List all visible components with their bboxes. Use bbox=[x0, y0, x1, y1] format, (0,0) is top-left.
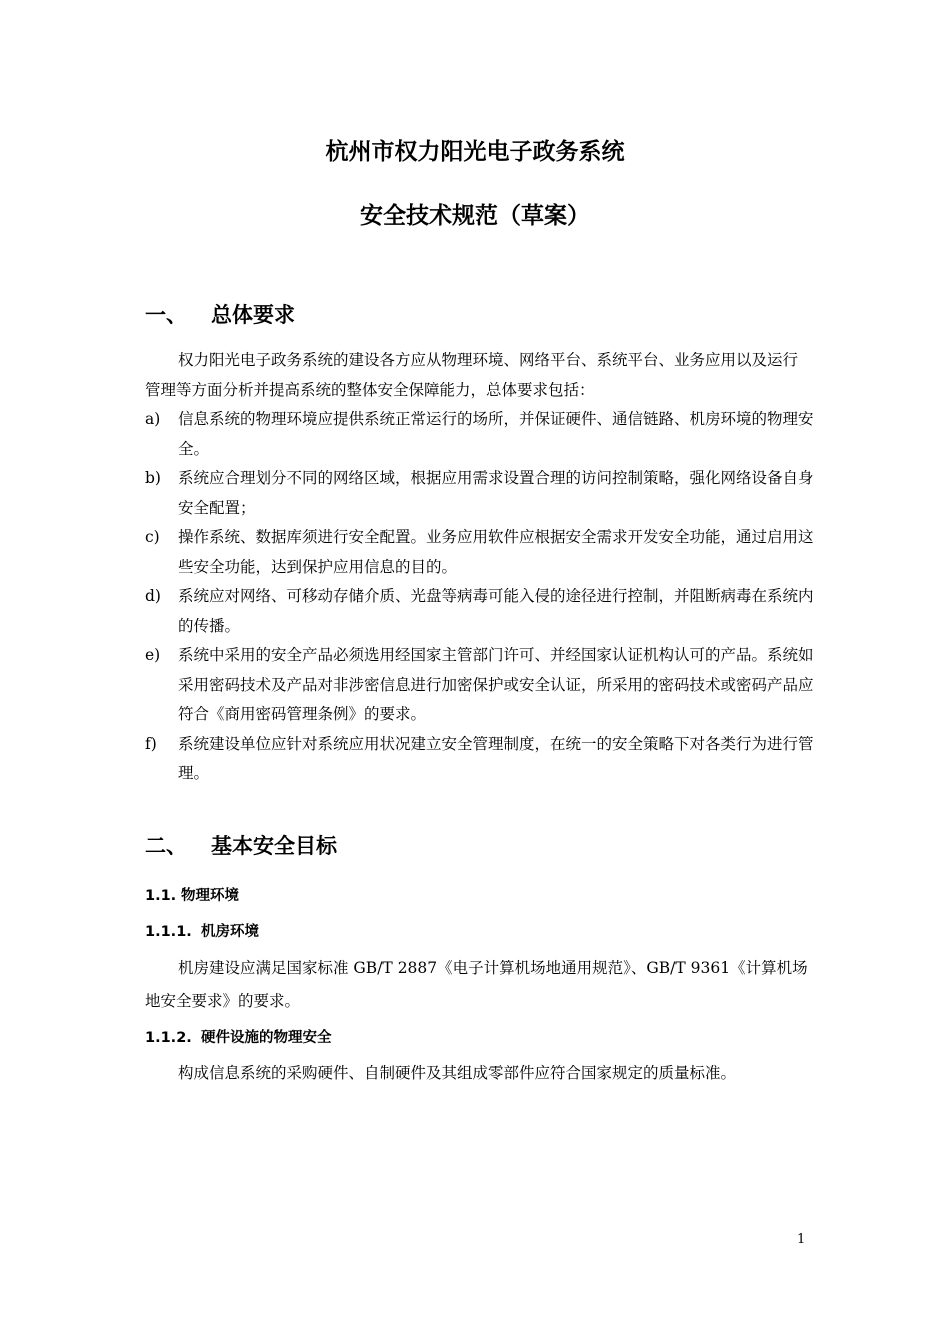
subsection-1-1-title: 物理环境 bbox=[181, 888, 239, 904]
list-item-text: 系统中采用的安全产品必须选用经国家主管部门许可、并经国家认证机构认可的产品。系统如采用密码技术及产品对非涉密信息进行加密保护或安全认证，所采用的密码技术或密码产品应符合《商用密码管理条例》的要求。 bbox=[178, 646, 814, 723]
machine-room-paragraph bbox=[145, 952, 810, 1018]
list-item bbox=[145, 730, 825, 789]
document-title-line2: 安全技术规范（草案） bbox=[360, 203, 590, 229]
page-number: 1 bbox=[797, 1232, 806, 1247]
list-marker: d) bbox=[145, 587, 161, 605]
section1-intro-text: 权力阳光电子政务系统的建设各方应从物理环境、网络平台、系统平台、业务应用以及运行管理等方面分析并提高系统的整体安全保障能力，总体要求包括： bbox=[145, 351, 799, 399]
list-item-text: 系统应对网络、可移动存储介质、光盘等病毒可能入侵的途径进行控制，并阻断病毒在系统内的传播。 bbox=[178, 587, 814, 635]
hardware-paragraph bbox=[145, 1059, 810, 1089]
list-item bbox=[145, 523, 825, 582]
subsection-1-1-2-number: 1.1.2. bbox=[145, 1030, 192, 1046]
subsection-1-1-2-heading bbox=[145, 1028, 332, 1048]
subsection-1-1-1-title: 机房环境 bbox=[201, 924, 259, 940]
subsection-1-1-1-number: 1.1.1. bbox=[145, 924, 192, 940]
list-item-text: 信息系统的物理环境应提供系统正常运行的场所，并保证硬件、通信链路、机房环境的物理安全。 bbox=[178, 410, 814, 458]
section1-heading bbox=[145, 301, 295, 329]
list-item-text: 操作系统、数据库须进行安全配置。业务应用软件应根据安全需求开发安全功能，通过启用这些安全功能，达到保护应用信息的目的。 bbox=[178, 528, 814, 576]
list-item-text: 系统应合理划分不同的网络区域，根据应用需求设置合理的访问控制策略，强化网络设备自身安全配置； bbox=[178, 469, 814, 517]
subsection-1-1-2-title: 硬件设施的物理安全 bbox=[201, 1030, 332, 1046]
subsection-1-1-number: 1.1. bbox=[145, 888, 177, 904]
list-marker: f) bbox=[145, 734, 157, 753]
hardware-text: 构成信息系统的采购硬件、自制硬件及其组成零部件应符合国家规定的质量标准。 bbox=[178, 1064, 737, 1082]
list-marker: b) bbox=[145, 469, 161, 487]
section1-number: 一、 bbox=[145, 303, 187, 327]
list-item bbox=[145, 641, 825, 730]
list-item bbox=[145, 405, 825, 464]
section1-title: 总体要求 bbox=[211, 303, 295, 327]
list-item-text: 系统建设单位应针对系统应用状况建立安全管理制度，在统一的安全策略下对各类行为进行管理。 bbox=[178, 734, 814, 782]
list-item bbox=[145, 464, 825, 523]
list-marker: c) bbox=[145, 528, 160, 546]
requirements-list bbox=[145, 405, 825, 789]
section2-heading bbox=[145, 832, 337, 860]
section1-intro-paragraph bbox=[145, 346, 810, 405]
subsection-1-1-heading bbox=[145, 886, 239, 906]
section2-number: 二、 bbox=[145, 834, 187, 858]
section2-title: 基本安全目标 bbox=[211, 834, 337, 858]
list-marker: a) bbox=[145, 410, 161, 428]
subsection-1-1-1-heading bbox=[145, 922, 259, 942]
list-marker: e) bbox=[145, 646, 161, 664]
list-item bbox=[145, 582, 825, 641]
machine-room-text: 机房建设应满足国家标准 GB/T 2887《电子计算机场地通用规范》、GB/T 9361《计算机场地安全要求》的要求。 bbox=[145, 959, 808, 1010]
document-title-line1: 杭州市权力阳光电子政务系统 bbox=[325, 139, 625, 165]
